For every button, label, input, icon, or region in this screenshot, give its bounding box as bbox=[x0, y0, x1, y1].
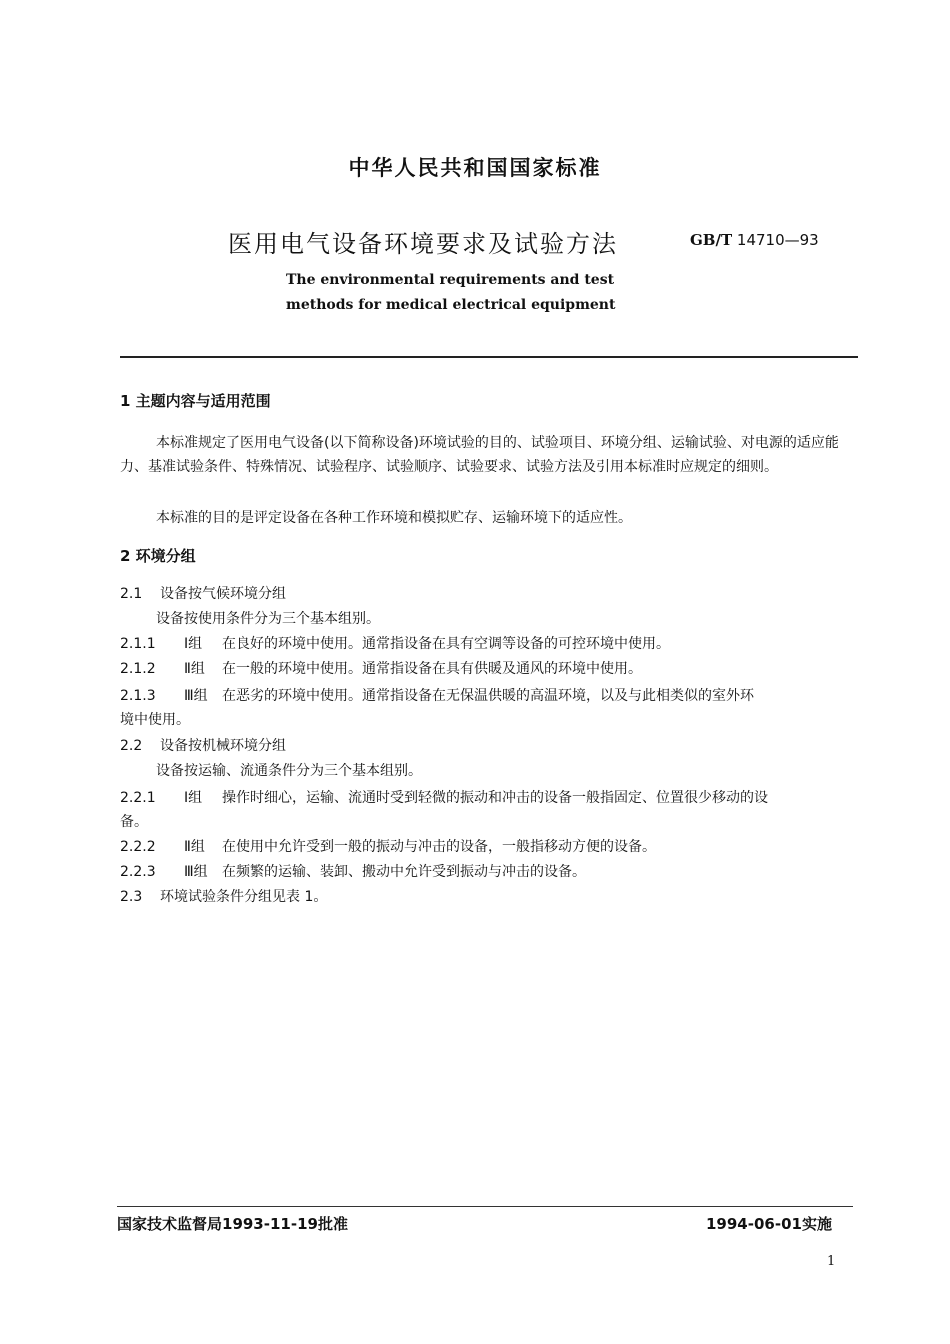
section-1-heading: 1 主题内容与适用范围 bbox=[120, 392, 271, 410]
standard-code-prefix: GB/T bbox=[690, 231, 733, 249]
section-1-paragraph-2: 本标准的目的是评定设备在各种工作环境和模拟贮存、运输环境下的适应性。 bbox=[156, 510, 632, 526]
clause-2-1-2: 2.1.2 Ⅱ组 在一般的环境中使用。通常指设备在具有供暖及通风的环境中使用。 bbox=[120, 661, 642, 677]
document-title-en-line1: The environmental requirements and test bbox=[286, 272, 615, 288]
clause-2-2-1-continued: 备。 bbox=[120, 814, 148, 830]
section-1-paragraph-1: 本标准规定了医用电气设备(以下简称设备)环境试验的目的、试验项目、环境分组、运输试验、对电源的适应能力、基准试验条件、特殊情况、试验程序、试验顺序、试验要求、试验方法及引用本标准时应规定的细则。 bbox=[120, 435, 839, 475]
implementation-date: 1994-06-01实施 bbox=[706, 1215, 832, 1233]
clause-title: 设备按气候环境分组 bbox=[160, 586, 286, 602]
header-divider bbox=[120, 356, 858, 358]
clause-2-2: 2.2 设备按机械环境分组 bbox=[120, 738, 286, 754]
clause-2-2-1: 2.2.1 Ⅰ组 操作时细心，运输、流通时受到轻微的振动和冲击的设备一般指固定、位置很少移动的设 bbox=[120, 790, 768, 806]
page-number: 1 bbox=[827, 1254, 836, 1269]
clause-2-2-2: 2.2.2 Ⅱ组 在使用中允许受到一般的振动与冲击的设备，一般指移动方便的设备。 bbox=[120, 839, 656, 855]
clause-number: 2.1 bbox=[120, 586, 143, 602]
standard-code bbox=[690, 231, 819, 249]
clause-2-2-3: 2.2.3 Ⅲ组 在频繁的运输、装卸、搬动中允许受到振动与冲击的设备。 bbox=[120, 864, 586, 880]
document-title-cn: 医用电气设备环境要求及试验方法 bbox=[228, 230, 618, 258]
clause-2-1-1: 2.1.1 Ⅰ组 在良好的环境中使用。通常指设备在具有空调等设备的可控环境中使用。 bbox=[120, 636, 670, 652]
section-2-heading: 2 环境分组 bbox=[120, 547, 196, 565]
document-title-en-line2: methods for medical electrical equipment bbox=[286, 297, 616, 313]
clause-2-1-3-continued: 境中使用。 bbox=[120, 712, 190, 728]
clause-2-1-3: 2.1.3 Ⅲ组 在恶劣的环境中使用。通常指设备在无保温供暖的高温环境，以及与此相类似的室外环 bbox=[120, 688, 754, 704]
clause-2-1-text: 设备按使用条件分为三个基本组别。 bbox=[156, 611, 380, 627]
clause-2-2-text: 设备按运输、流通条件分为三个基本组别。 bbox=[156, 763, 422, 779]
standard-code-number: 14710—93 bbox=[736, 231, 819, 249]
clause-2-1 bbox=[120, 583, 286, 603]
footer-divider bbox=[117, 1206, 853, 1207]
clause-2-3: 2.3 环境试验条件分组见表 1。 bbox=[120, 889, 328, 905]
national-standard-label: 中华人民共和国国家标准 bbox=[348, 156, 602, 180]
approval-date: 国家技术监督局1993-11-19批准 bbox=[117, 1215, 348, 1233]
